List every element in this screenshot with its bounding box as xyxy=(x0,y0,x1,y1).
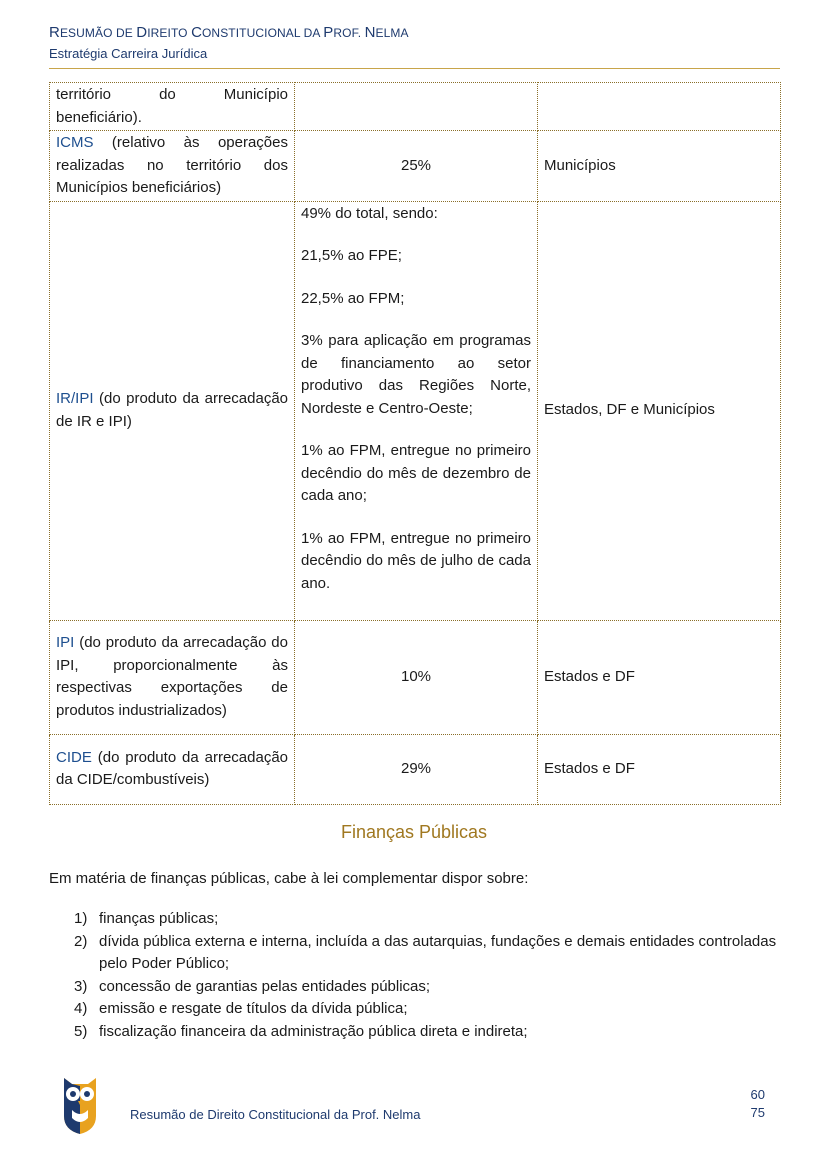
table-cell: Municípios xyxy=(538,131,781,202)
list-item xyxy=(49,931,780,976)
list-text: concessão de garantias pelas entidades públicas; xyxy=(99,977,431,995)
header-divider xyxy=(49,68,780,69)
detail-line: 22,5% ao FPM; xyxy=(301,289,405,307)
table-cell xyxy=(295,83,538,131)
footer-text: Resumão de Direito Constitucional da Prof. Nelma xyxy=(130,1107,421,1122)
detail-line: 1% ao FPM, entregue no primeiro decêndio do mês de dezembro de cada ano; xyxy=(301,442,531,504)
detail-line: 1% ao FPM, entregue no primeiro decêndio do mês de julho de cada ano. xyxy=(301,529,531,592)
list-number: 5) xyxy=(74,1022,88,1040)
table-cell xyxy=(50,201,295,620)
tax-keyword: IPI xyxy=(56,634,75,651)
cell-text: (relativo às operações realizadas no território dos Municípios beneficiários) xyxy=(56,134,288,196)
tax-distribution-table xyxy=(49,82,781,805)
table-row xyxy=(50,734,781,804)
table-cell xyxy=(50,734,295,804)
list-text: finanças públicas; xyxy=(99,910,219,927)
page-current: 60 xyxy=(750,1087,765,1102)
table-cell xyxy=(50,83,295,131)
table-row xyxy=(50,131,781,202)
table-cell xyxy=(295,201,538,620)
tax-keyword: CIDE xyxy=(56,748,92,766)
list-number: 1) xyxy=(74,910,88,927)
header-title-part: ONSTITUCIONAL DA xyxy=(202,26,324,40)
table-cell xyxy=(538,83,781,131)
table-cell xyxy=(50,620,295,734)
header-subtitle: Estratégia Carreira Jurídica xyxy=(49,46,208,61)
page-total: 75 xyxy=(750,1105,765,1120)
section-intro: Em matéria de finanças públicas, cabe à lei complementar dispor sobre: xyxy=(49,870,529,887)
tax-keyword: IR/IPI xyxy=(56,390,94,407)
header-title-part: N xyxy=(364,24,376,41)
cell-text: território do Município beneficiário). xyxy=(56,86,288,126)
table-cell: Estados e DF xyxy=(538,734,781,804)
cell-text: (do produto da arrecadação da CIDE/combustíveis) xyxy=(56,748,288,788)
list-text: fiscalização financeira da administração pública direta e indireta; xyxy=(99,1022,528,1040)
table-row xyxy=(50,201,781,620)
header-title-part: R xyxy=(49,24,60,41)
page-number xyxy=(751,1086,765,1122)
header-title-part: D xyxy=(136,24,148,41)
table-row xyxy=(50,620,781,734)
numbered-list xyxy=(49,908,780,1043)
header-title-part: IREITO xyxy=(147,26,192,40)
list-number: 3) xyxy=(74,977,88,995)
list-item xyxy=(49,1021,780,1044)
header-title-part: ROF. xyxy=(333,26,365,40)
tax-keyword: ICMS xyxy=(56,134,94,151)
header-title-part: P xyxy=(323,24,334,41)
list-item xyxy=(49,998,780,1021)
table-cell: 29% xyxy=(295,734,538,804)
list-item xyxy=(49,908,780,931)
table-cell: Estados, DF e Municípios xyxy=(538,201,781,620)
detail-line: 49% do total, sendo: xyxy=(301,204,438,222)
table-cell: 25% xyxy=(295,131,538,202)
owl-logo-icon xyxy=(60,1072,100,1136)
header-title-part: ELMA xyxy=(375,26,409,40)
list-number: 4) xyxy=(74,1000,88,1017)
list-text: emissão e resgate de títulos da dívida pública; xyxy=(99,1000,408,1017)
header-title-part: C xyxy=(191,24,202,41)
distribution-details xyxy=(301,203,531,596)
list-text: dívida pública externa e interna, incluída a das autarquias, fundações e demais entidades controladas pelo Poder Público; xyxy=(99,932,777,972)
section-title: Finanças Públicas xyxy=(340,822,488,842)
header-title xyxy=(49,24,409,41)
list-item xyxy=(49,976,780,999)
cell-text: (do produto da arrecadação do IPI, proporcionalmente às respectivas exportações de produtos industrializados) xyxy=(56,634,288,719)
table-cell: 10% xyxy=(295,620,538,734)
detail-line: 3% para aplicação em programas de financiamento ao setor produtivo das Regiões Norte, Nordeste e Centro-Oeste; xyxy=(301,332,531,417)
table-cell: Estados e DF xyxy=(538,620,781,734)
table-cell xyxy=(50,131,295,202)
list-number: 2) xyxy=(74,932,88,950)
table-row xyxy=(50,83,781,131)
detail-line: 21,5% ao FPE; xyxy=(301,247,402,264)
cell-text: (do produto da arrecadação de IR e IPI) xyxy=(56,390,288,430)
header-title-part: ESUMÃO DE xyxy=(59,26,137,40)
